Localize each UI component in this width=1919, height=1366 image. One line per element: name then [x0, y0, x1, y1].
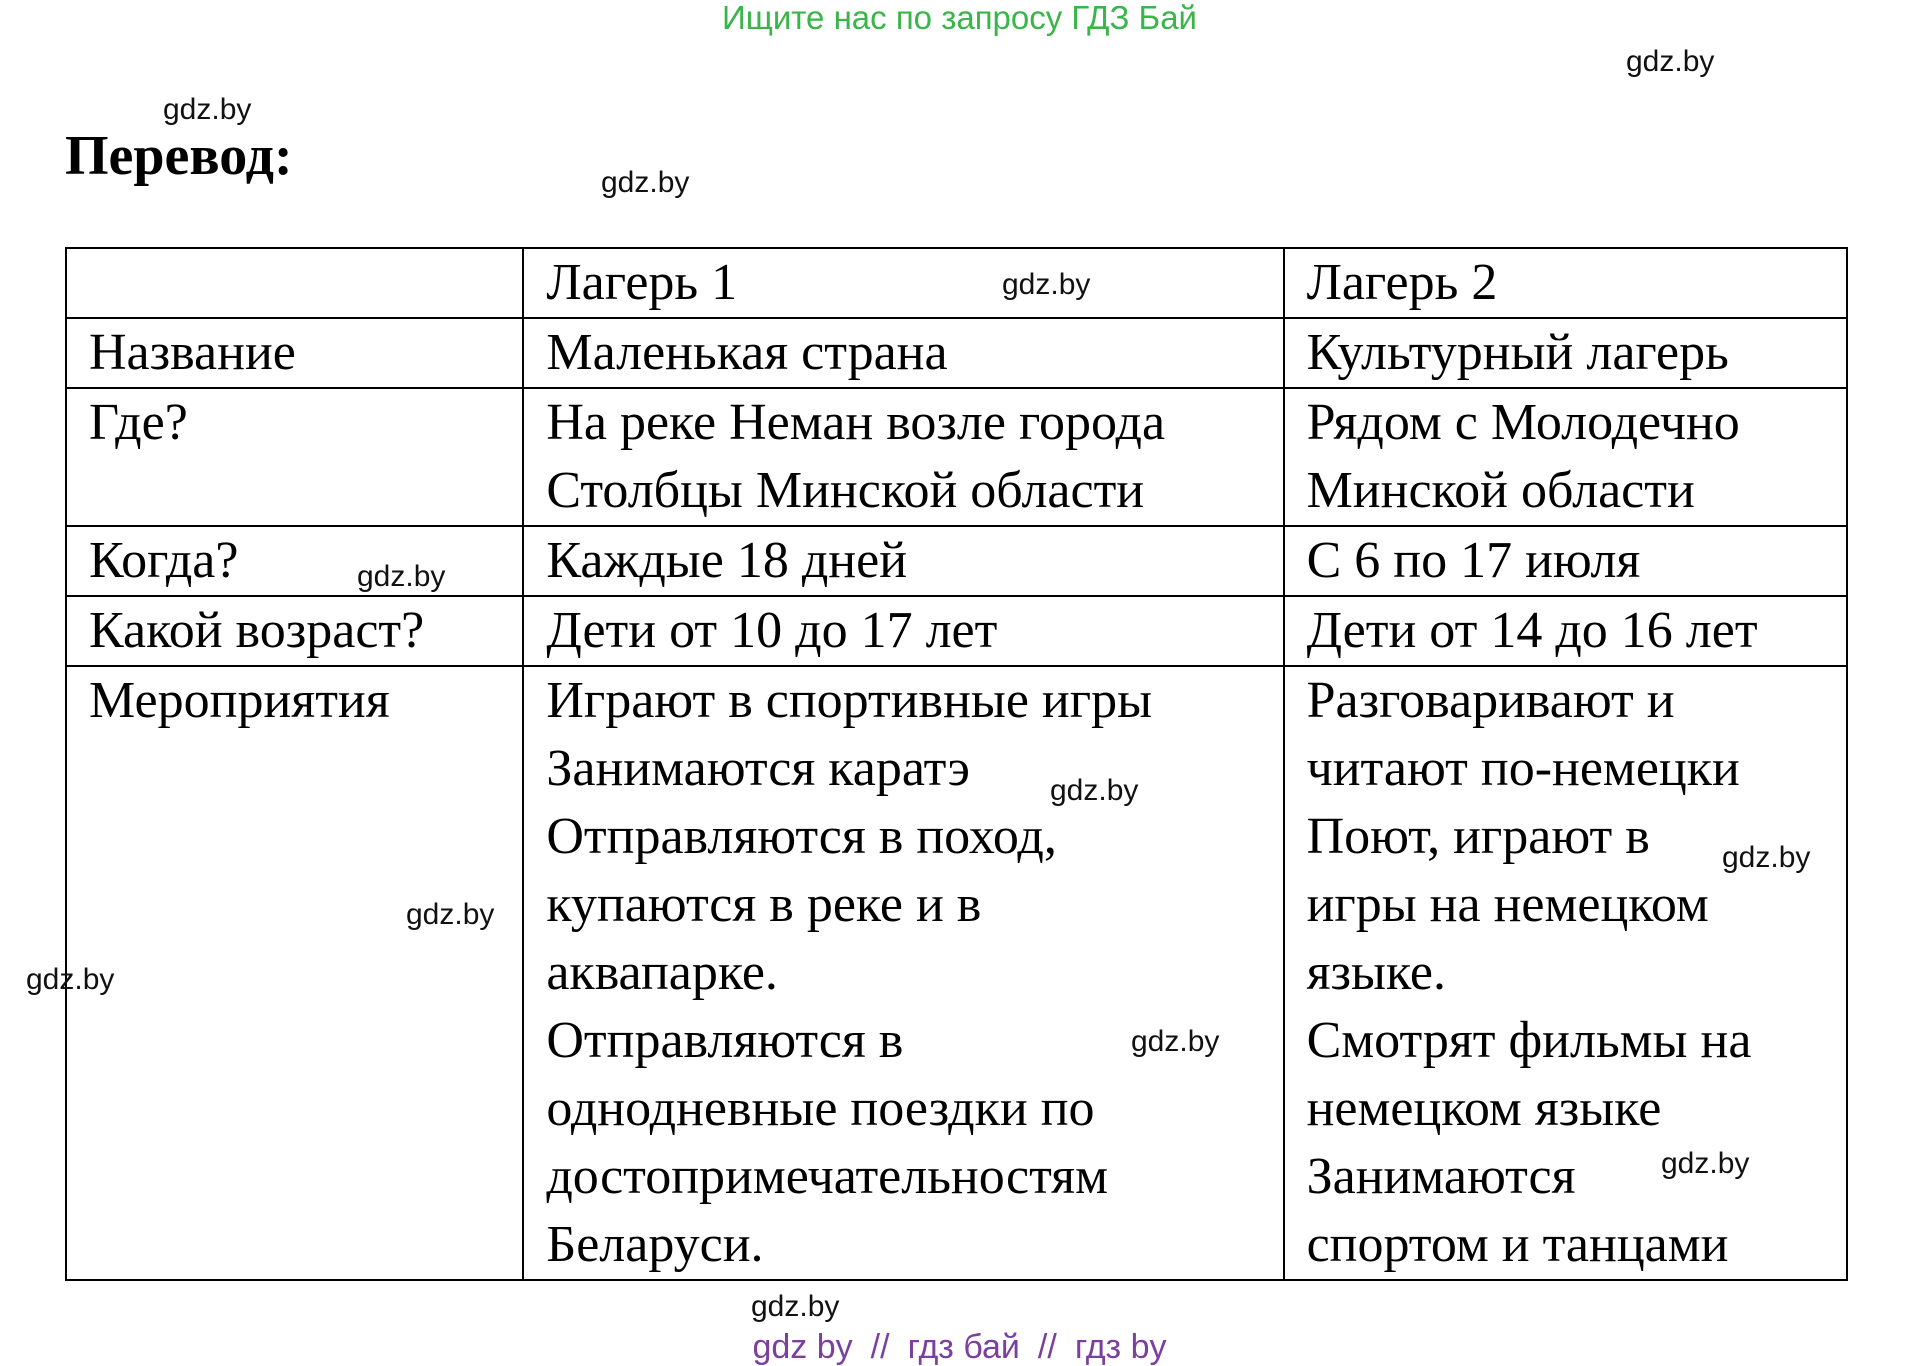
table-row: [66, 526, 1847, 596]
search-banner: Ищите нас по запросу ГДЗ Бай: [722, 0, 1197, 36]
camp1-cell: [523, 526, 1283, 596]
table-row: [66, 318, 1847, 388]
table-row: [66, 388, 1847, 526]
cell-text: Смотрят фильмы на: [1306, 1012, 1752, 1069]
cell-text: Каждые 18 дней: [546, 532, 908, 589]
cell-text: Занимаются: [1306, 1148, 1576, 1205]
watermark: gdz.by: [1722, 841, 1811, 874]
footer-separator: //: [870, 1328, 890, 1366]
table-row: [66, 596, 1847, 666]
header-cell: [66, 248, 523, 318]
cell-text: немецком языке: [1306, 1080, 1662, 1137]
header-cell: [1284, 248, 1847, 318]
watermark: gdz.by: [601, 166, 690, 199]
row-label-cell: [66, 596, 523, 666]
cell-text: Культурный лагерь: [1306, 324, 1729, 381]
page-title: Перевод:: [65, 125, 293, 187]
cell-text: Беларуси.: [546, 1216, 764, 1273]
cell-text: читают по-немецки: [1306, 740, 1740, 797]
camp1-cell: [523, 666, 1283, 1280]
row-label: Когда?: [89, 532, 239, 589]
cell-text: Поют, играют в: [1306, 808, 1650, 865]
cell-text: Разговаривают и: [1306, 672, 1675, 729]
cell-text: спортом и танцами: [1306, 1216, 1729, 1273]
row-label-cell: [66, 388, 523, 526]
cell-text: Минской области: [1306, 462, 1695, 519]
camp1-cell: [523, 596, 1283, 666]
watermark: gdz.by: [1002, 268, 1091, 301]
cell-text: Рядом с Молодечно: [1306, 394, 1740, 451]
watermark: gdz.by: [357, 560, 446, 593]
cell-text: Играют в спортивные игры: [546, 672, 1153, 729]
cell-text: С 6 по 17 июля: [1306, 532, 1641, 589]
row-label: Название: [89, 324, 296, 381]
watermark: gdz.by: [26, 963, 115, 996]
cell-text: языке.: [1306, 944, 1447, 1001]
cell-text: Отправляются в поход,: [546, 808, 1057, 865]
watermark: gdz.by: [1626, 45, 1715, 78]
watermark: gdz.by: [1661, 1147, 1750, 1180]
footer-link[interactable]: гдз by: [1074, 1328, 1167, 1366]
watermark: gdz.by: [163, 93, 252, 126]
cell-text: Занимаются каратэ: [546, 740, 970, 797]
camps-table: [65, 247, 1848, 1281]
row-label: Какой возраст?: [89, 602, 425, 659]
header-text: [89, 249, 522, 317]
row-label-cell: [66, 666, 523, 1280]
header-cell: [523, 248, 1283, 318]
cell-text: однодневные поездки по: [546, 1080, 1095, 1137]
watermark: gdz.by: [1050, 774, 1139, 807]
camp2-cell: [1284, 596, 1847, 666]
camp2-cell: [1284, 666, 1847, 1280]
header-text: Лагерь 2: [1306, 254, 1498, 311]
camp2-cell: [1284, 388, 1847, 526]
watermark: gdz.by: [1131, 1025, 1220, 1058]
cell-text: Дети от 10 до 17 лет: [546, 602, 998, 659]
header-text: Лагерь 1: [546, 254, 738, 311]
table-header-row: [66, 248, 1847, 318]
row-label-cell: [66, 526, 523, 596]
footer-link[interactable]: gdz by: [752, 1328, 853, 1366]
cell-text: Отправляются в: [546, 1012, 904, 1069]
camp2-cell: [1284, 526, 1847, 596]
table-row: [66, 666, 1847, 1280]
row-label: Где?: [89, 394, 188, 451]
footer-links: [0, 1330, 1919, 1364]
watermark: gdz.by: [751, 1290, 840, 1323]
camp2-cell: [1284, 318, 1847, 388]
camp1-cell: [523, 318, 1283, 388]
footer-link[interactable]: гдз бай: [907, 1328, 1020, 1366]
watermark: gdz.by: [406, 898, 495, 931]
cell-text: купаются в реке и в: [546, 876, 982, 933]
cell-text: Дети от 14 до 16 лет: [1306, 602, 1758, 659]
footer-separator: //: [1037, 1328, 1057, 1366]
cell-text: игры на немецком: [1306, 876, 1709, 933]
row-label-cell: [66, 318, 523, 388]
cell-text: достопримечательностям: [546, 1148, 1108, 1205]
cell-text: Маленькая страна: [546, 324, 948, 381]
row-label: Мероприятия: [89, 672, 390, 729]
cell-text: Столбцы Минской области: [546, 462, 1145, 519]
cell-text: На реке Неман возле города: [546, 394, 1166, 451]
cell-text: аквапарке.: [546, 944, 778, 1001]
camp1-cell: [523, 388, 1283, 526]
